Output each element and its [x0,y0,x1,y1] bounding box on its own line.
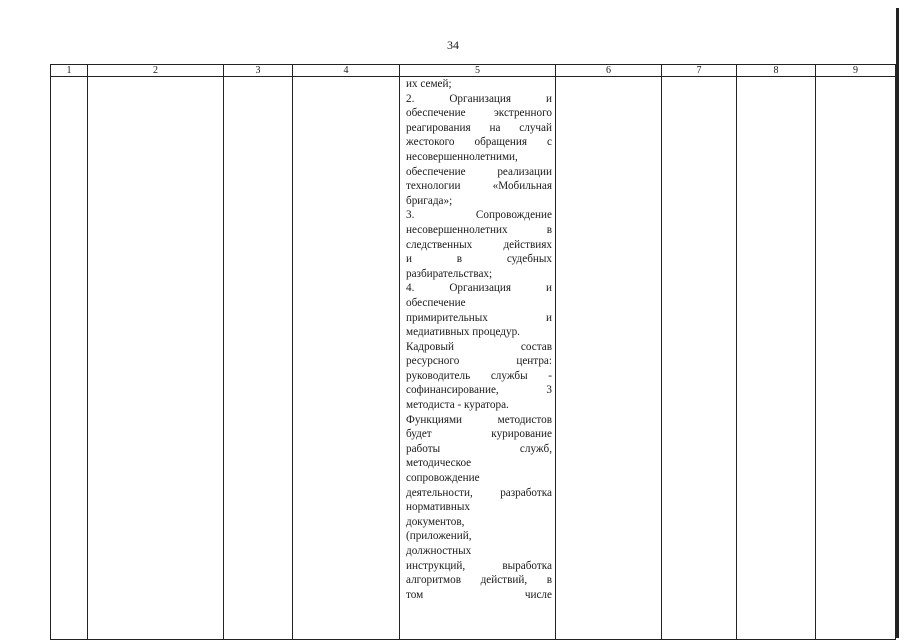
text-line: (приложений, [406,530,472,543]
cell-col-1 [51,77,88,640]
text-line: несовершеннолетних в [406,223,552,236]
cell-col-8 [737,77,816,640]
cell-col-9 [816,77,896,640]
text-line: ресурсного центра: [406,355,552,368]
text-line: должностных [406,545,472,557]
text-line: руководитель службы - [406,369,552,382]
text-line: 3. Сопровождение [406,209,552,222]
cell-col-4 [293,77,400,640]
cell-col-2 [88,77,224,640]
column-header-3: 3 [224,65,293,77]
text-line: несовершеннолетними, [406,150,518,163]
text-line: методическое [406,457,472,470]
text-line: и в судебных [406,253,552,266]
text-line: сопровождение [406,472,480,485]
text-line: их семей; [406,78,452,90]
column-header-2: 2 [88,65,224,77]
column-header-7: 7 [662,65,737,77]
column-header-5: 5 [400,65,556,77]
text-line: работы служб, [406,442,552,455]
cell-col-3 [224,77,293,640]
text-line: жестокого обращения с [406,136,552,149]
column-header-6: 6 [556,65,662,77]
text-line: технологии «Мобильная [406,180,552,193]
cell-col-6 [556,77,662,640]
text-line: 2. Организация и [406,92,552,105]
document-table [50,64,896,640]
cell-col-7 [662,77,737,640]
text-line: методиста - куратора. [406,399,509,412]
text-line: инструкций, выработка [406,559,552,572]
scan-edge-line [896,8,899,638]
text-line: обеспечение экстренного [406,107,552,120]
text-line: 4. Организация и [406,282,552,295]
text-line: следственных действиях [406,238,552,251]
page-number: 34 [447,38,459,52]
text-line: обеспечение [406,296,466,309]
text-line: деятельности, разработка [406,486,552,499]
table-header-row [51,65,896,77]
text-line: нормативных [406,501,470,514]
text-line: софинансирование, 3 [406,384,552,397]
text-line: Кадровый состав [406,340,552,353]
column-header-4: 4 [293,65,400,77]
text-line: медиативных процедур. [406,326,520,339]
text-line: том числе [406,588,552,601]
column-header-8: 8 [737,65,816,77]
text-line: будет курирование [406,428,552,441]
text-line: алгоритмов действий, в [406,574,552,587]
text-line: реагирования на случай [406,121,552,134]
text-line: обеспечение реализации [406,165,552,178]
cell-col-5-text [400,77,556,640]
text-line: Функциями методистов [406,413,552,426]
column-header-1: 1 [51,65,88,77]
text-line: разбирательствах; [406,267,493,280]
table-row [51,77,896,640]
text-line: документов, [406,515,465,528]
text-line: бригада»; [406,194,453,207]
text-line: примирительных и [406,311,552,324]
column-header-9: 9 [816,65,896,77]
